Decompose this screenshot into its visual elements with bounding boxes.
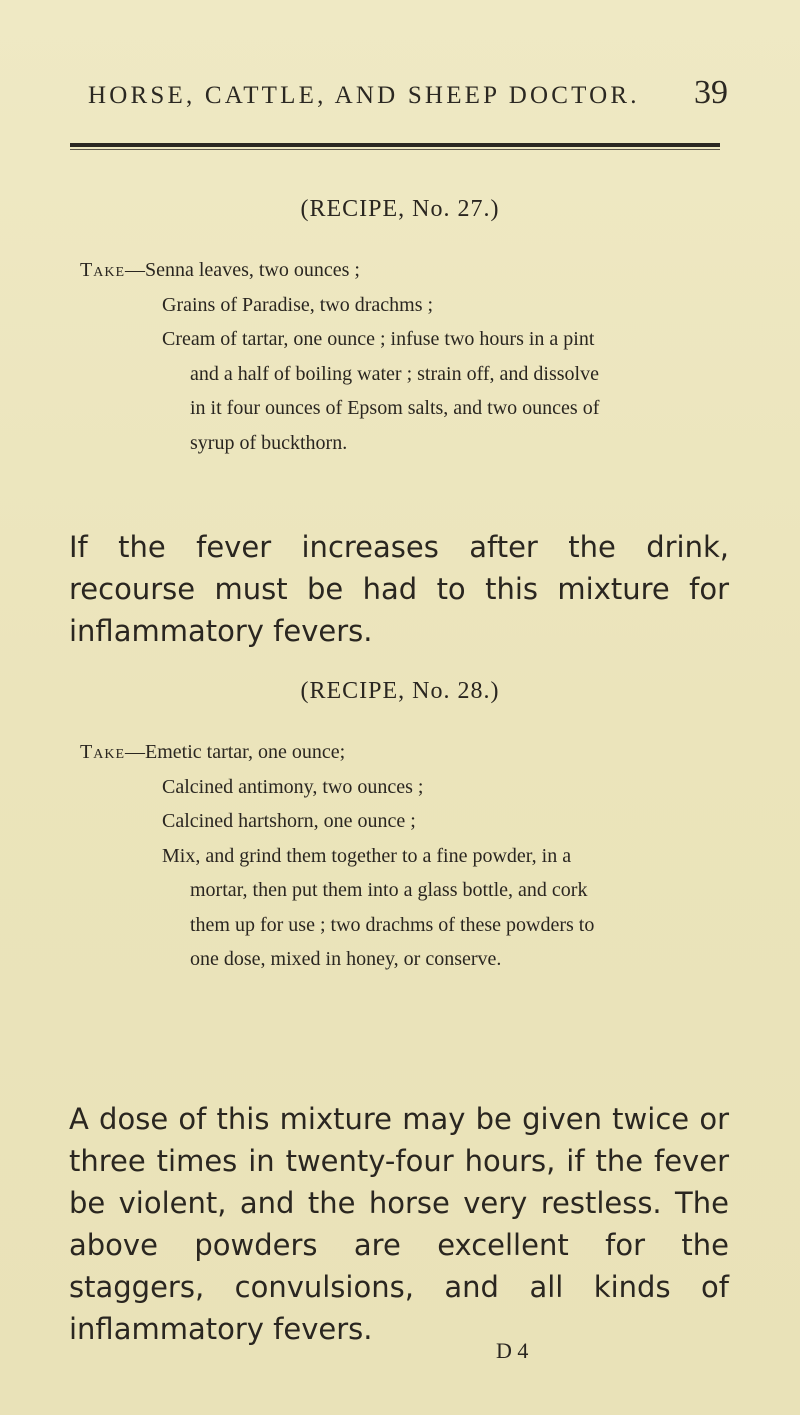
recipe-28-title: (RECIPE, No. 28.) [300, 678, 500, 704]
take-word: Take [80, 259, 125, 281]
recipe-28 [80, 735, 740, 977]
paragraph-1 [69, 526, 729, 652]
recipe-27-title: (RECIPE, No. 27.) [300, 196, 500, 222]
paragraph-2 [69, 1098, 729, 1350]
instruction-line: one dose, mixed in honey, or conserve. [190, 948, 502, 970]
ingredient-line: Mix, and grind them together to a fine powder, in a [162, 844, 572, 867]
instruction-line: them up for use ; two drachms of these powders to [190, 913, 595, 936]
instruction-line: syrup of buckthorn. [190, 431, 348, 454]
instruction-line: and a half of boiling water ; strain off, and dissolve [190, 362, 599, 385]
instruction-line: in it four ounces of Epsom salts, and two ounces of [190, 397, 600, 419]
ingredient: —Senna leaves, two ounces ; [125, 259, 360, 281]
ingredient-line: Calcined antimony, two ounces ; [162, 775, 424, 798]
ingredient-line: Calcined hartshorn, one ounce ; [162, 810, 416, 832]
paragraph-text: A dose of this mixture may be given twice or three times in twenty-four hours, if the fever be violent, and the horse very restless. The above powders are excellent for the staggers, convulsions, and all kinds of inflammatory fevers. [69, 1102, 729, 1346]
signature-mark: D 4 [496, 1338, 529, 1363]
recipe-28-take-line [80, 735, 740, 770]
running-head: HORSE, CATTLE, AND SHEEP DOCTOR. [88, 82, 640, 109]
page-header [88, 74, 728, 118]
ingredient-line: Grains of Paradise, two drachms ; [162, 293, 434, 316]
ingredient: —Emetic tartar, one ounce; [125, 741, 346, 763]
header-rule [70, 143, 720, 147]
instruction-line: mortar, then put them into a glass bottle, and cork [190, 879, 588, 901]
paragraph-text: If the fever increases after the drink, recourse must be had to this mixture for inflammatory fevers. [69, 530, 729, 648]
page-number: 39 [694, 74, 728, 111]
recipe-27-take-line [80, 253, 740, 288]
ingredient-line: Cream of tartar, one ounce ; infuse two hours in a pint [162, 328, 595, 350]
recipe-27 [80, 253, 740, 460]
take-word: Take [80, 741, 125, 763]
header-rule-thin [70, 149, 720, 150]
